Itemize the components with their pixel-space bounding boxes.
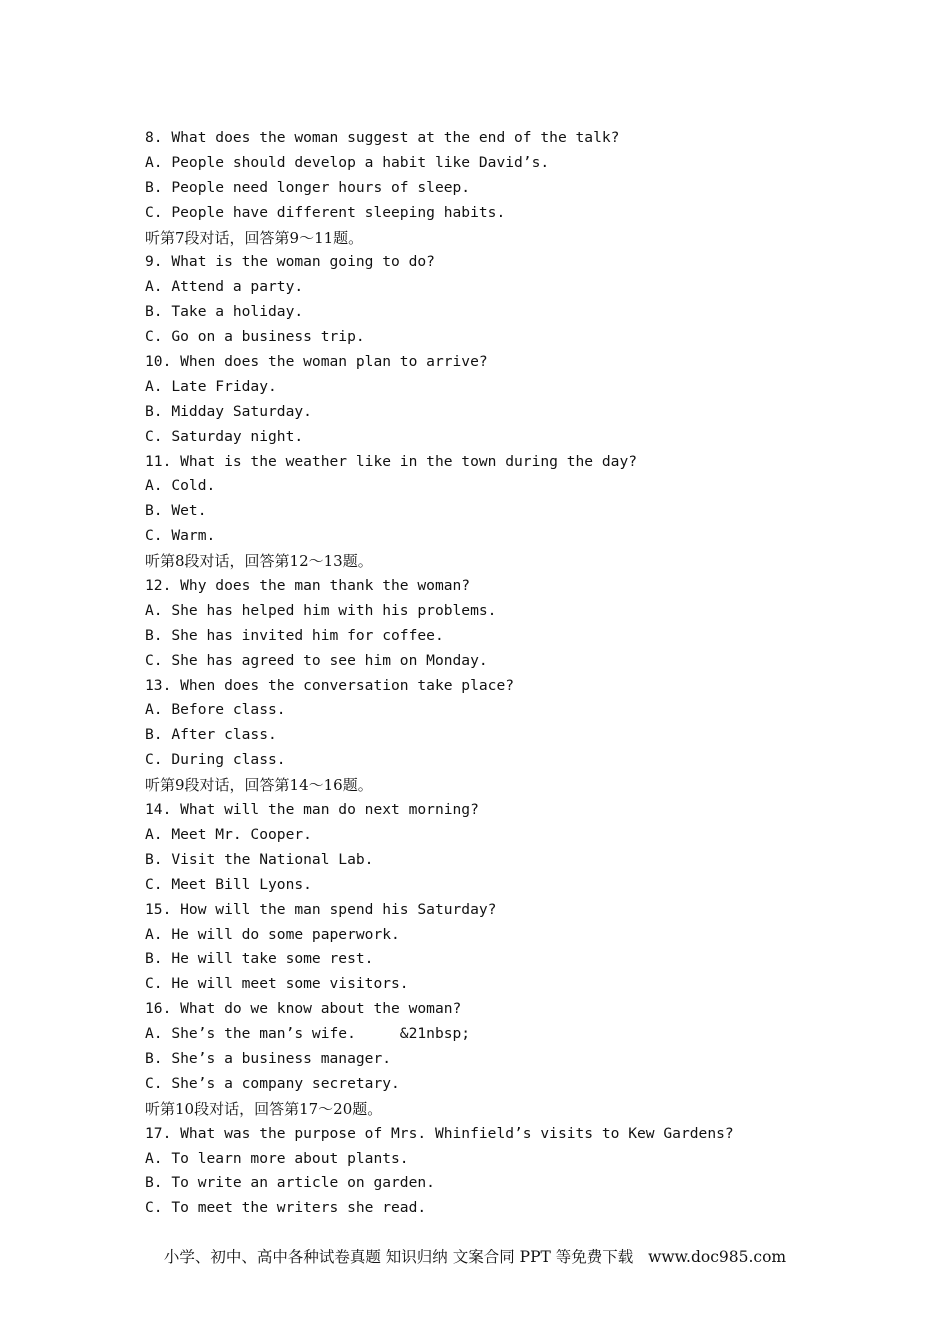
answer-option: B. Visit the National Lab. — [145, 850, 374, 868]
answer-option: A. Late Friday. — [145, 377, 277, 395]
answer-option: B. To write an article on garden. — [145, 1174, 435, 1192]
answer-option: A. She’s the man’s wife. &21nbsp; — [145, 1025, 471, 1043]
answer-option: B. She’s a business manager. — [145, 1049, 392, 1067]
question-text: 14. What will the man do next morning? — [145, 801, 479, 819]
answer-option: C. To meet the writers she read. — [145, 1199, 427, 1217]
answer-option: C. She has agreed to see him on Monday. — [145, 651, 488, 669]
answer-option: A. He will do some paperwork. — [145, 925, 400, 943]
answer-option: A. To learn more about plants. — [145, 1149, 409, 1167]
section-heading: 听第7段对话，回答第9～11题。 — [145, 228, 364, 247]
answer-option: C. Meet Bill Lyons. — [145, 875, 312, 893]
question-text: 12. Why does the man thank the woman? — [145, 577, 471, 595]
answer-option: C. Warm. — [145, 527, 216, 545]
answer-option: A. People should develop a habit like David’s. — [145, 153, 550, 171]
answer-option: A. Cold. — [145, 477, 216, 495]
answer-option: C. During class. — [145, 751, 286, 769]
answer-option: B. Take a holiday. — [145, 303, 304, 321]
question-text: 10. When does the woman plan to arrive? — [145, 353, 488, 371]
answer-option: A. Attend a party. — [145, 278, 304, 296]
question-text: 9. What is the woman going to do? — [145, 253, 435, 271]
answer-option: A. Meet Mr. Cooper. — [145, 825, 312, 843]
answer-option: C. She’s a company secretary. — [145, 1074, 400, 1092]
answer-option: C. Go on a business trip. — [145, 328, 365, 346]
exam-content — [145, 126, 865, 1221]
question-text: 16. What do we know about the woman? — [145, 1000, 462, 1018]
answer-option: B. Wet. — [145, 502, 207, 520]
answer-option: A. Before class. — [145, 701, 286, 719]
question-text: 15. How will the man spend his Saturday? — [145, 900, 497, 918]
section-heading: 听第8段对话，回答第12～13题。 — [145, 552, 373, 571]
question-text: 8. What does the woman suggest at the end of the talk? — [145, 129, 620, 146]
question-text: 13. When does the conversation take place? — [145, 676, 515, 694]
question-text: 11. What is the weather like in the town during the day? — [145, 452, 638, 470]
page-footer: 小学、初中、高中各种试卷真题 知识归纳 文案合同 PPT 等免费下载 www.doc985.com — [163, 1248, 787, 1266]
answer-option: B. People need longer hours of sleep. — [145, 178, 471, 196]
answer-option: B. She has invited him for coffee. — [145, 626, 444, 644]
answer-option: C. He will meet some visitors. — [145, 975, 409, 993]
section-heading: 听第10段对话，回答第17～20题。 — [145, 1099, 383, 1118]
answer-option: B. He will take some rest. — [145, 950, 374, 968]
question-text: 17. What was the purpose of Mrs. Whinfield’s visits to Kew Gardens? — [145, 1124, 734, 1142]
answer-option: C. Saturday night. — [145, 427, 304, 445]
section-heading: 听第9段对话，回答第14～16题。 — [145, 776, 373, 795]
answer-option: C. People have different sleeping habits. — [145, 203, 506, 221]
answer-option: B. Midday Saturday. — [145, 402, 312, 420]
answer-option: B. After class. — [145, 726, 277, 744]
answer-option: A. She has helped him with his problems. — [145, 601, 497, 619]
